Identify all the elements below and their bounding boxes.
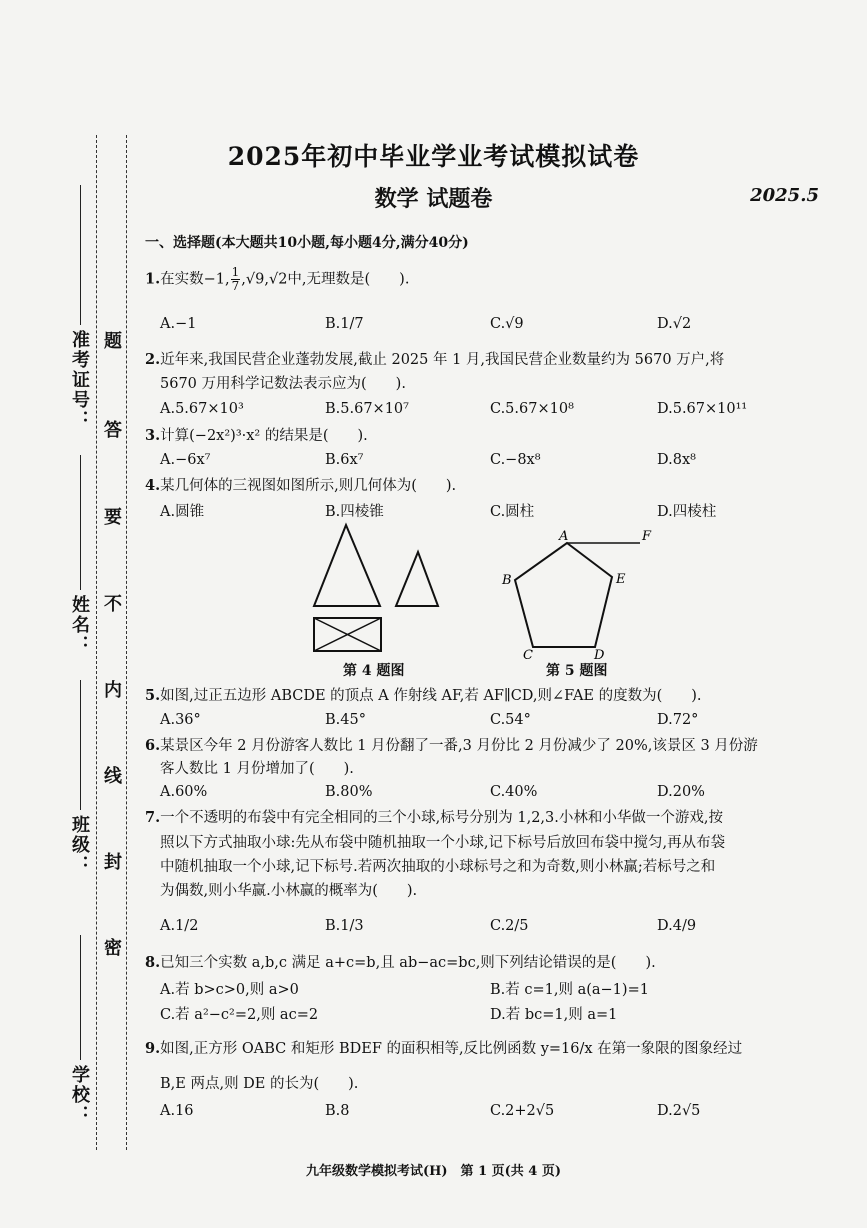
class-blank bbox=[80, 680, 81, 810]
option-d[interactable]: D.8x⁸ bbox=[657, 452, 696, 468]
option-b[interactable]: B.45° bbox=[325, 712, 366, 728]
option-a[interactable]: A.−1 bbox=[160, 316, 197, 332]
question-number: 7. bbox=[145, 809, 161, 826]
option-d[interactable]: D.4/9 bbox=[657, 918, 697, 934]
option-d[interactable]: D.若 bc=1,则 a=1 bbox=[490, 1007, 618, 1023]
question-2-line2: 5670 万用科学记数法表示应为( ). bbox=[160, 376, 406, 392]
question-4 bbox=[145, 474, 456, 498]
question-text: 已知三个实数 a,b,c 满足 a+c=b,且 ab−ac=bc,则下列结论错误的是( ). bbox=[160, 955, 656, 971]
question-9-line2: B,E 两点,则 DE 的长为( ). bbox=[160, 1076, 359, 1092]
option-b[interactable]: B.1/7 bbox=[325, 316, 364, 332]
name-label: 姓名： bbox=[69, 595, 90, 655]
section-heading: 一、选择题(本大题共10小题,每小题4分,满分40分) bbox=[145, 235, 469, 251]
option-c[interactable]: C.54° bbox=[490, 712, 531, 728]
page-footer: 九年级数学模拟考试(H) 第 1 页(共 4 页) bbox=[305, 1164, 562, 1179]
question-7-line2: 照以下方式抽取小球:先从布袋中随机抽取一个小球,记下标号后放回布袋中搅匀,再从布袋 bbox=[160, 835, 726, 851]
question-number: 5. bbox=[145, 687, 161, 704]
option-a[interactable]: A.若 b>c>0,则 a>0 bbox=[160, 982, 299, 998]
binding-dash-line-outer bbox=[96, 135, 97, 1150]
exam-title: 2025年初中毕业学业考试模拟试卷 bbox=[227, 142, 640, 171]
question-7-line3: 中随机抽取一个小球,记下标号.若两次抽取的小球标号之和为奇数,则小林赢;若标号之和 bbox=[160, 859, 716, 875]
front-view-triangle bbox=[314, 525, 380, 606]
option-d[interactable]: D.20% bbox=[657, 784, 705, 800]
option-c[interactable]: C.若 a²−c²=2,则 ac=2 bbox=[160, 1007, 319, 1023]
question-text: 一个不透明的布袋中有完全相同的三个小球,标号分别为 1,2,3.小林和小华做一个游戏,按 bbox=[160, 810, 723, 826]
name-blank bbox=[80, 455, 81, 590]
option-c[interactable]: C.−8x⁸ bbox=[490, 452, 541, 468]
seal-char: 内 bbox=[104, 680, 122, 701]
side-view-triangle bbox=[396, 552, 438, 606]
question-5 bbox=[145, 684, 702, 708]
question-number: 2. bbox=[145, 351, 161, 368]
option-b[interactable]: B.6x⁷ bbox=[325, 452, 364, 468]
question-text: 如图,正方形 OABC 和矩形 BDEF 的面积相等,反比例函数 y=16/x 在第一象限的图象经过 bbox=[160, 1041, 743, 1057]
option-b[interactable]: B.1/3 bbox=[325, 918, 364, 934]
question-text: 某景区今年 2 月份游客人数比 1 月份翻了一番,3 月份比 2 月份减少了 20%,该景区 3 月份游 bbox=[160, 738, 758, 754]
option-d[interactable]: D.72° bbox=[657, 712, 699, 728]
pentagon-abcde bbox=[515, 543, 612, 647]
option-b[interactable]: B.四棱锥 bbox=[325, 504, 384, 520]
school-blank bbox=[80, 935, 81, 1060]
option-a[interactable]: A.16 bbox=[160, 1103, 194, 1119]
question-number: 4. bbox=[145, 477, 161, 494]
option-b[interactable]: B.8 bbox=[325, 1103, 350, 1119]
option-c[interactable]: C.√9 bbox=[490, 316, 524, 332]
question-3 bbox=[145, 424, 368, 448]
label-f: F bbox=[642, 529, 652, 544]
question-2 bbox=[145, 348, 724, 372]
option-a[interactable]: A.圆锥 bbox=[160, 504, 205, 520]
question-text: 如图,过正五边形 ABCDE 的顶点 A 作射线 AF,若 AF∥CD,则∠FAE 的度数为( ). bbox=[160, 688, 702, 704]
fraction: $\frac{1}{7}$ bbox=[231, 265, 240, 293]
seal-char: 线 bbox=[104, 766, 122, 787]
question-number: 8. bbox=[145, 954, 161, 971]
seal-char: 不 bbox=[104, 594, 122, 615]
candidate-number-label: 准考证号： bbox=[69, 330, 90, 430]
option-c[interactable]: C.2+2√5 bbox=[490, 1103, 555, 1119]
question-number: 1. bbox=[145, 270, 161, 288]
question-1 bbox=[145, 266, 409, 293]
option-c[interactable]: C.2/5 bbox=[490, 918, 529, 934]
question-8 bbox=[145, 951, 656, 975]
question-text: 在实数−1, bbox=[160, 271, 230, 288]
option-b[interactable]: B.5.67×10⁷ bbox=[325, 401, 409, 417]
school-label: 学校： bbox=[69, 1065, 90, 1125]
option-b[interactable]: B.80% bbox=[325, 784, 373, 800]
option-d[interactable]: D.√2 bbox=[657, 316, 692, 332]
binding-dash-line-inner bbox=[126, 135, 127, 1150]
question-9 bbox=[145, 1037, 742, 1061]
label-e: E bbox=[616, 572, 626, 587]
label-d: D bbox=[594, 648, 605, 660]
option-d[interactable]: D.2√5 bbox=[657, 1103, 701, 1119]
option-d[interactable]: D.5.67×10¹¹ bbox=[657, 401, 748, 417]
exam-subtitle: 数学 试题卷 bbox=[374, 186, 493, 212]
question-7 bbox=[145, 806, 723, 830]
class-label: 班级： bbox=[69, 815, 90, 875]
fig4-caption: 第 4 题图 bbox=[343, 663, 405, 679]
question-text: 某几何体的三视图如图所示,则几何体为( ). bbox=[160, 478, 457, 494]
fig5-pentagon bbox=[495, 525, 665, 660]
seal-char: 要 bbox=[104, 507, 122, 528]
option-c[interactable]: C.40% bbox=[490, 784, 538, 800]
option-a[interactable]: A.1/2 bbox=[160, 918, 199, 934]
question-6 bbox=[145, 734, 758, 758]
question-text: 近年来,我国民营企业蓬勃发展,截止 2025 年 1 月,我国民营企业数量约为 5670 万户,将 bbox=[160, 352, 725, 368]
option-d[interactable]: D.四棱柱 bbox=[657, 504, 717, 520]
option-a[interactable]: A.5.67×10³ bbox=[160, 401, 244, 417]
question-text: ,√9,√2中,无理数是( ). bbox=[241, 271, 410, 288]
exam-date: 2025.5 bbox=[750, 185, 819, 206]
label-c: C bbox=[523, 648, 533, 660]
seal-char: 密 bbox=[104, 938, 122, 959]
seal-char: 封 bbox=[104, 852, 122, 873]
fig4-three-views bbox=[300, 520, 460, 660]
question-7-line4: 为偶数,则小华赢.小林赢的概率为( ). bbox=[160, 883, 418, 899]
label-a: A bbox=[559, 529, 569, 544]
seal-char: 答 bbox=[104, 420, 122, 441]
question-text: 计算(−2x²)³·x² 的结果是( ). bbox=[160, 428, 368, 444]
fig5-caption: 第 5 题图 bbox=[546, 663, 608, 679]
question-6-line2: 客人数比 1 月份增加了( ). bbox=[160, 761, 354, 777]
label-b: B bbox=[502, 573, 512, 588]
option-a[interactable]: A.−6x⁷ bbox=[160, 452, 211, 468]
question-number: 9. bbox=[145, 1040, 161, 1057]
question-number: 6. bbox=[145, 737, 161, 754]
seal-char: 题 bbox=[104, 331, 122, 352]
option-c[interactable]: C.5.67×10⁸ bbox=[490, 401, 574, 417]
option-a[interactable]: A.60% bbox=[160, 784, 208, 800]
option-c[interactable]: C.圆柱 bbox=[490, 504, 535, 520]
option-a[interactable]: A.36° bbox=[160, 712, 201, 728]
question-number: 3. bbox=[145, 427, 161, 444]
option-b[interactable]: B.若 c=1,则 a(a−1)=1 bbox=[490, 982, 649, 998]
